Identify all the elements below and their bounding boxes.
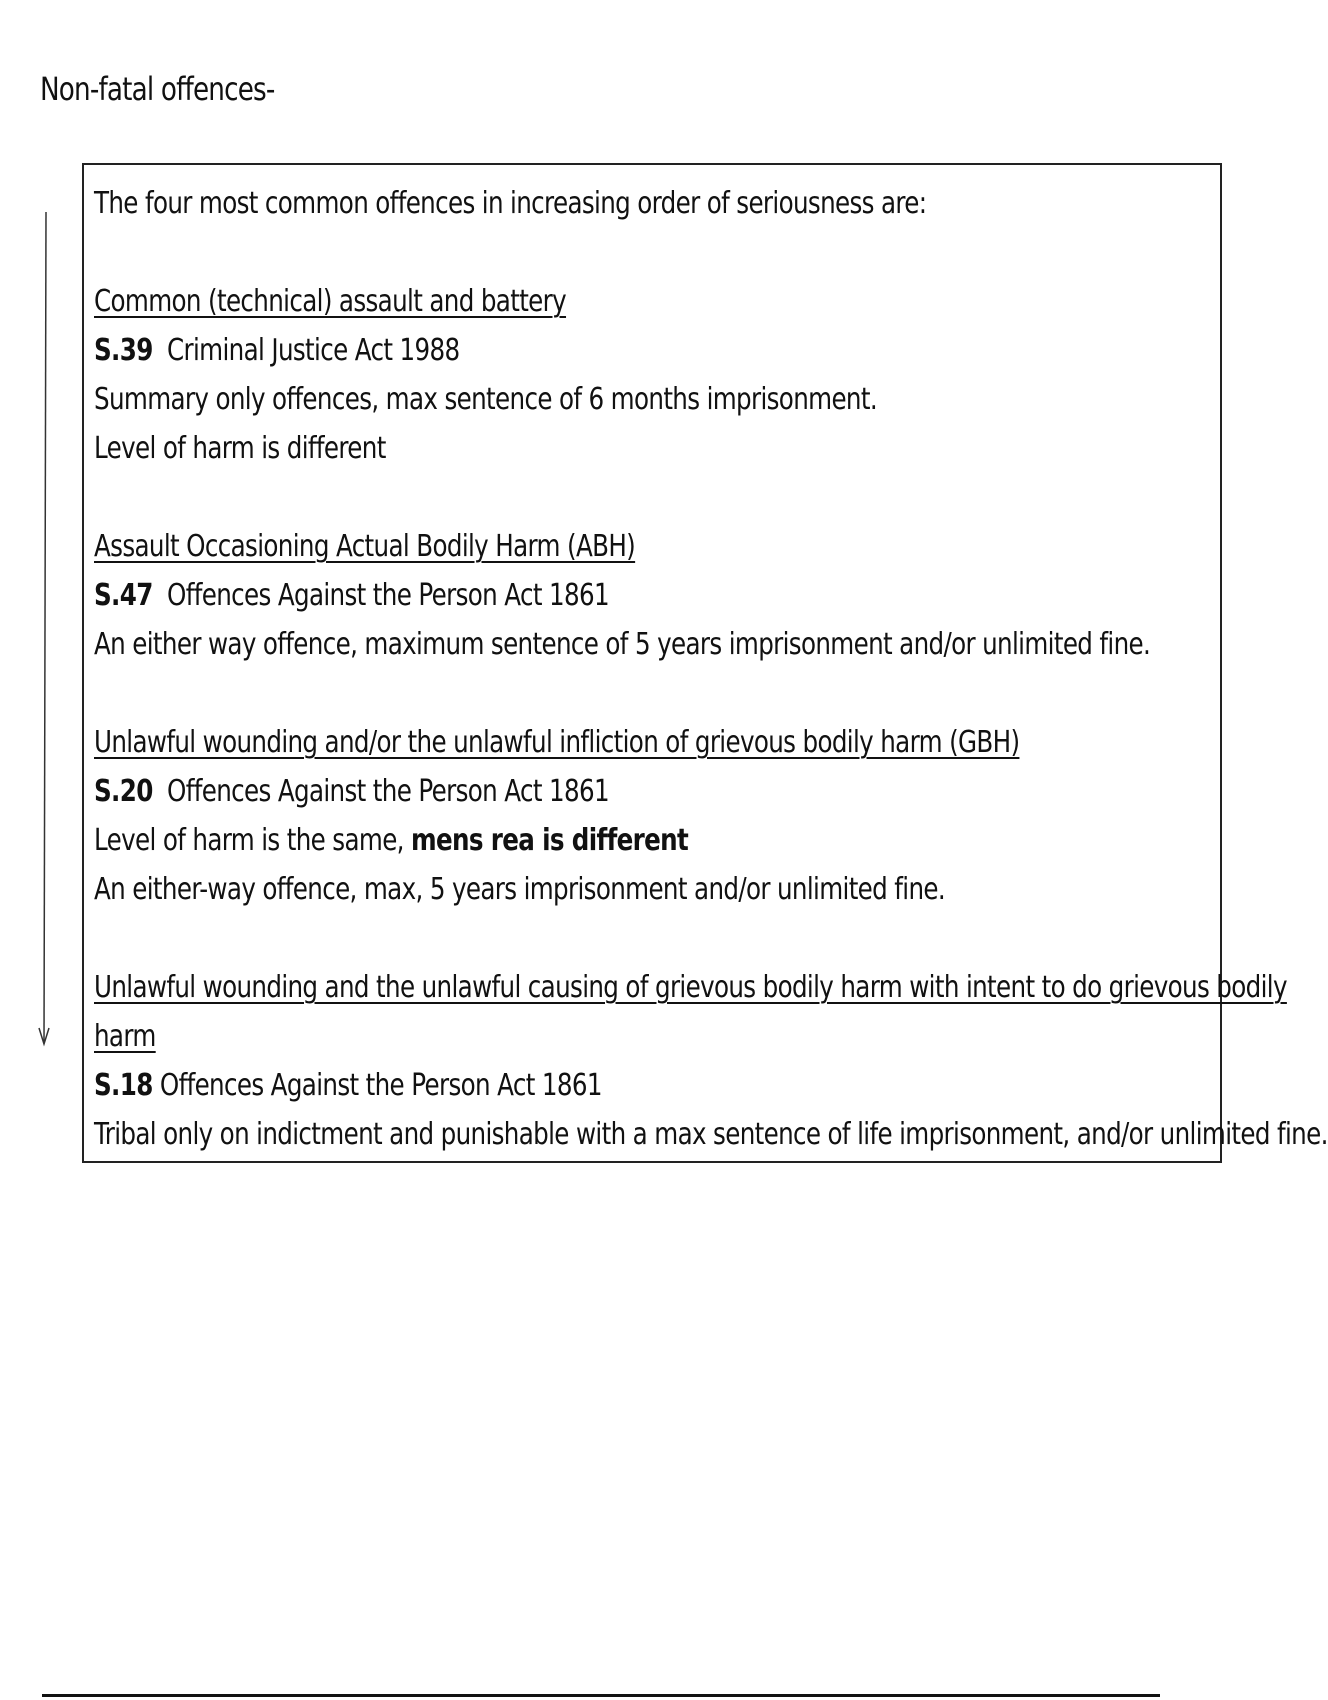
harm-note-emphasis: mens rea is different: [411, 823, 689, 858]
seriousness-arrow-icon: [36, 212, 56, 1048]
harm-note-text: Level of harm is the same,: [94, 823, 412, 858]
offence-detail: An either-way offence, max, 5 years imprisonment and/or unlimited fine.: [94, 872, 946, 907]
act-name: Offences Against the Person Act 1861: [167, 774, 610, 809]
offence-statute-assault: [94, 326, 1328, 375]
act-name: Offences Against the Person Act 1861: [159, 1068, 602, 1103]
section-number: S.47: [94, 578, 153, 613]
offence-detail: Summary only offences, max sentence of 6 months imprisonment.: [94, 382, 878, 417]
offence-statute-abh: [94, 571, 1328, 620]
offence-heading-gbh-intent: Unlawful wounding and the unlawful causing of grievous bodily harm with intent to do grievous bodily: [94, 970, 1287, 1005]
offence-harm-note: [94, 816, 1328, 865]
offence-detail: An either way offence, maximum sentence of 5 years imprisonment and/or unlimited fine.: [94, 627, 1151, 662]
offence-detail: Tribal only on indictment and punishable with a max sentence of life imprisonment, and/or unlimited fine.: [94, 1117, 1328, 1152]
offence-statute-gbh-intent: [94, 1061, 1328, 1110]
offence-detail: Level of harm is different: [94, 431, 386, 466]
act-name: Criminal Justice Act 1988: [167, 333, 460, 368]
page-title: Non-fatal offences-: [40, 70, 275, 108]
offence-heading-gbh-intent-cont: harm: [94, 1019, 156, 1054]
section-number: S.18: [94, 1068, 153, 1103]
section-number: S.39: [94, 333, 153, 368]
section-number: S.20: [94, 774, 153, 809]
offence-heading-gbh: Unlawful wounding and/or the unlawful infliction of grievous bodily harm (GBH): [94, 725, 1020, 760]
footer-rule: [42, 1694, 1160, 1697]
offences-box: [82, 163, 1328, 1163]
offence-heading-abh: Assault Occasioning Actual Bodily Harm (ABH): [94, 529, 636, 564]
act-name: Offences Against the Person Act 1861: [167, 578, 610, 613]
offence-statute-gbh: [94, 767, 1328, 816]
offence-heading-assault: Common (technical) assault and battery: [94, 284, 567, 319]
intro-text: The four most common offences in increasing order of seriousness are:: [94, 186, 927, 221]
